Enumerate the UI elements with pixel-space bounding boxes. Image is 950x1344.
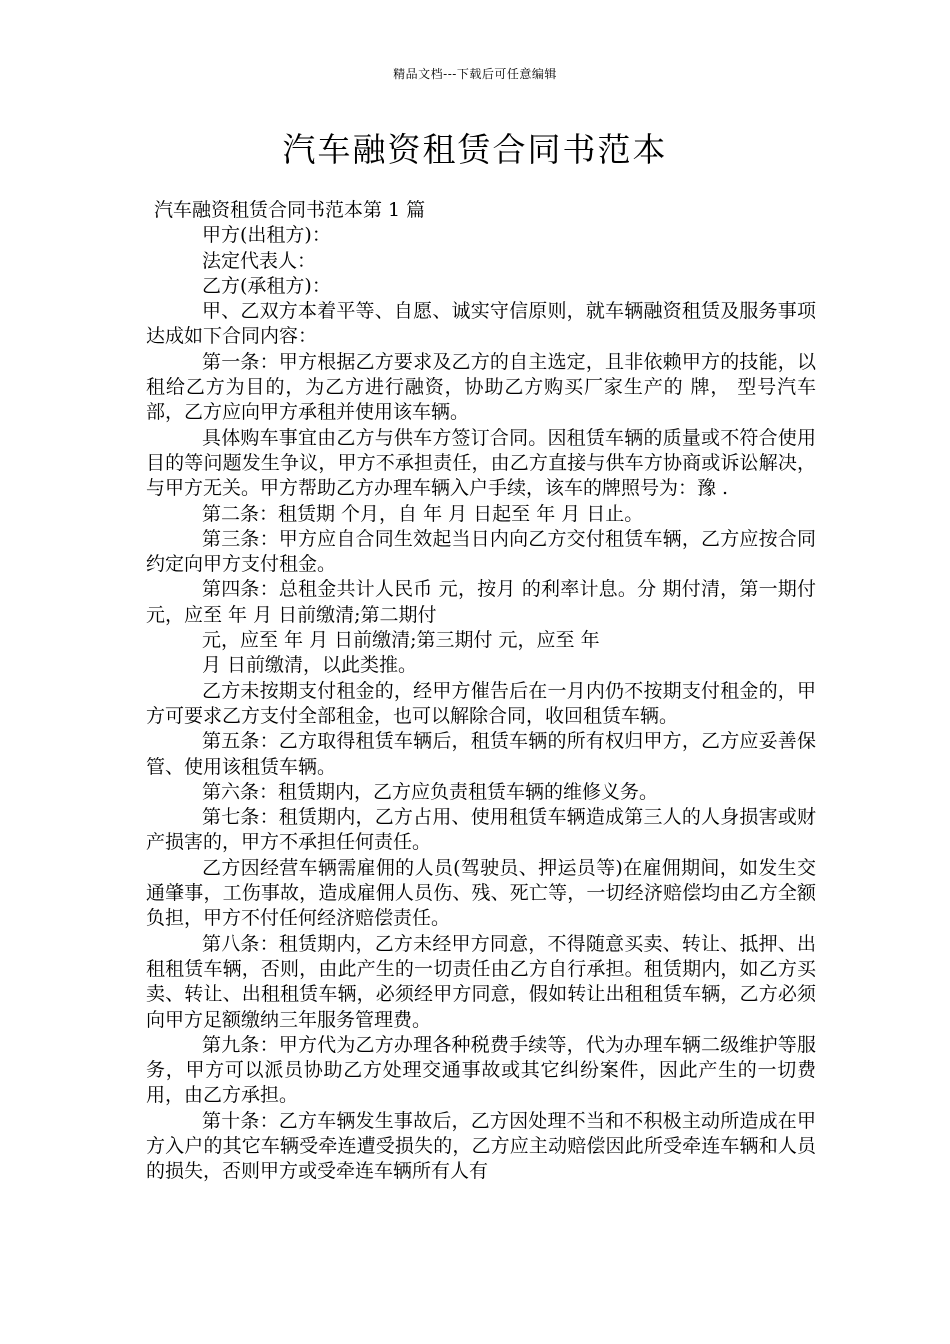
paragraph-article-1: 第一条：甲方根据乙方要求及乙方的自主选定，且非依赖甲方的技能，以租给乙方为目的，为乙方进行融资，协助乙方购买厂家生产的 牌， 型号汽车 部，乙方应向甲方承租并使用该车辆。 [146, 350, 816, 424]
paragraph-late-payment: 乙方未按期支付租金的，经甲方催告后在一月内仍不按期支付租金的，甲方可要求乙方支付全部租金，也可以解除合同，收回租赁车辆。 [146, 679, 816, 727]
document-body [146, 198, 816, 1185]
paragraph-article-3: 第三条：甲方应自合同生效起当日内向乙方交付租赁车辆，乙方应按合同约定向甲方支付租金。 [146, 527, 816, 576]
paragraph-purchase-details: 具体购车事宜由乙方与供车方签订合同。因租赁车辆的质量或不符合使用目的等问题发生争议，甲方不承担责任，由乙方直接与供车方协商或诉讼解决，与甲方无关。甲方帮助乙方办理车辆入户手续，该车的牌照号为：豫 . [146, 426, 816, 500]
paragraph-lessor: 甲方(出租方)： [202, 224, 331, 247]
paragraph-lessee: 乙方(承租方)： [202, 274, 331, 297]
paragraph-article-5: 第五条：乙方取得租赁车辆后，租赁车辆的所有权归甲方，乙方应妥善保管、使用该租赁车辆。 [146, 730, 816, 778]
section-heading: 汽车融资租赁合同书范本第 1 篇 [154, 199, 426, 221]
document-title: 汽车融资租赁合同书范本 [282, 130, 668, 169]
paragraph-article-8: 第八条：租赁期内，乙方未经甲方同意，不得随意买卖、转让、抵押、出租租赁车辆，否则，由此产生的一切责任由乙方自行承担。租赁期内，如乙方买卖、转让、出租租赁车辆，必须经甲方同意，假如转让出租租赁车辆，乙方必须向甲方足额缴纳三年服务管理费。 [146, 932, 816, 1031]
paragraph-article-7: 第七条：租赁期内，乙方占用、使用租赁车辆造成第三人的人身损害或财产损害的，甲方不承担任何责任。 [146, 806, 816, 854]
paragraph-employee-liability: 乙方因经营车辆需雇佣的人员(驾驶员、押运员等)在雇佣期间，如发生交通肇事，工伤事故，造成雇佣人员伤、残、死亡等，一切经济赔偿均由乙方全额负担，甲方不付任何经济赔偿责任。 [146, 856, 816, 930]
paragraph-article-9: 第九条：甲方代为乙方办理各种税费手续等，代为办理车辆二级维护等服务，甲方可以派员协助乙方处理交通事故或其它纠纷案件，因此产生的一切费用，由乙方承担。 [146, 1033, 816, 1107]
paragraph-article-2: 第二条：租赁期 个月，自 年 月 日起至 年 月 日止。 [202, 502, 644, 525]
header-note: 精品文档---下载后可任意编辑 [393, 67, 557, 81]
paragraph-legal-rep: 法定代表人： [202, 249, 317, 272]
paragraph-article-10: 第十条：乙方车辆发生事故后，乙方因处理不当和不积极主动所造成在甲方入户的其它车辆受牵连遭受损失的，乙方应主动赔偿因此所受牵连车辆和人员的损失，否则甲方或受牵连车辆所有人有 [146, 1109, 816, 1183]
paragraph-preamble: 甲、乙双方本着平等、自愿、诚实守信原则，就车辆融资租赁及服务事项达成如下合同内容： [146, 300, 816, 348]
paragraph-article-4-cont-2: 月 日前缴清，以此类推。 [202, 654, 418, 677]
paragraph-article-6: 第六条：租赁期内，乙方应负责租赁车辆的维修义务。 [202, 780, 659, 803]
paragraph-article-4-cont-1: 元，应至 年 月 日前缴清;第三期付 元，应至 年 [202, 629, 600, 652]
paragraph-article-4: 第四条：总租金共计人民币 元，按月 的利率计息。分 期付清，第一期付 元，应至 年 月 日前缴清;第二期付 [146, 578, 816, 626]
